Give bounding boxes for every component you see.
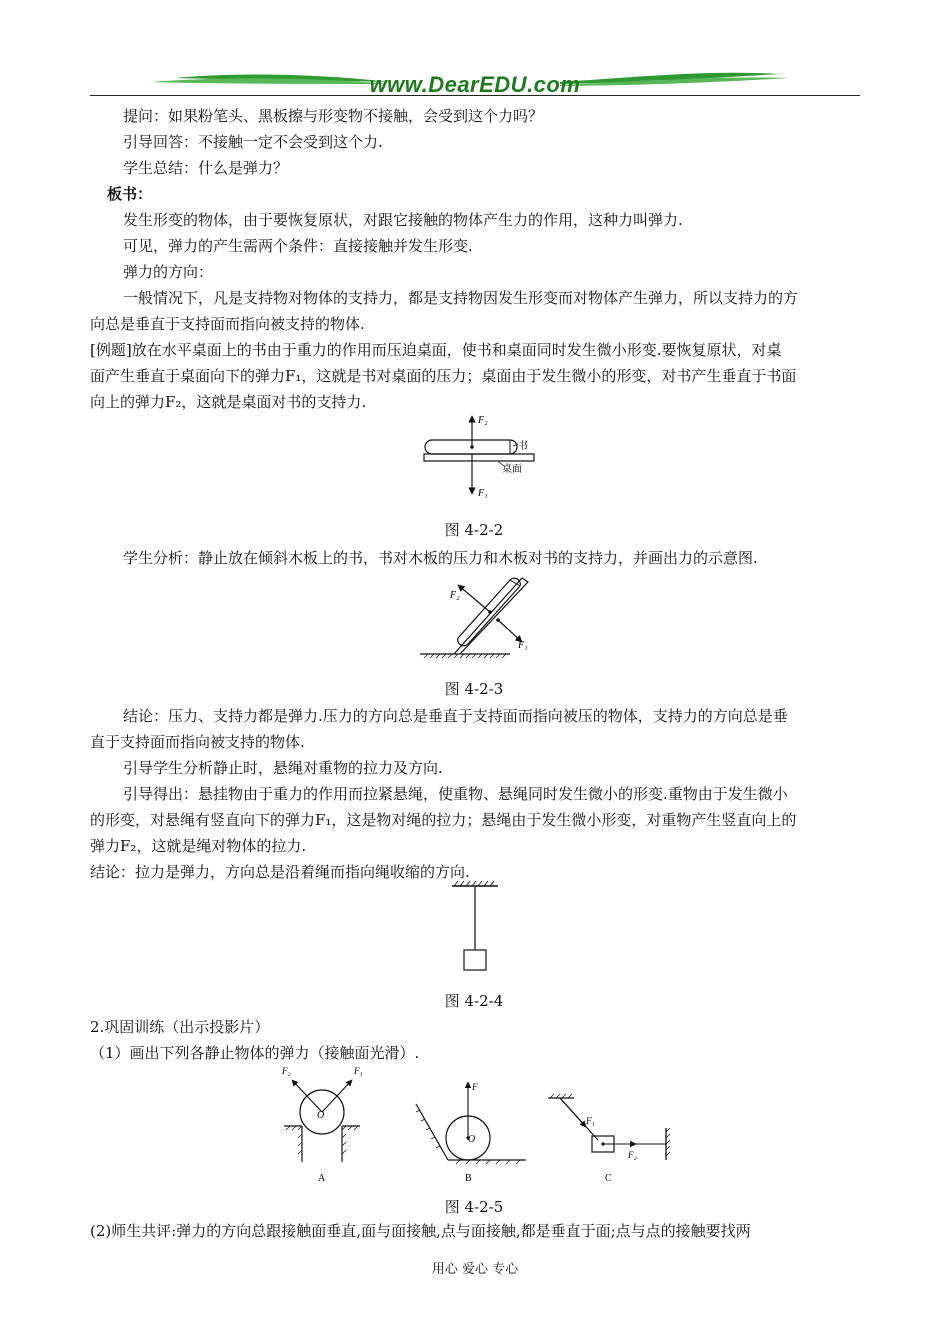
text-line: 2.巩固训练（出示投影片） — [90, 1018, 270, 1036]
label-table: 桌面 — [502, 464, 522, 475]
text-line: 发生形变的物体，由于要恢复原状，对跟它接触的物体产生力的作用，这种力叫弹力. — [123, 211, 683, 229]
label-f: F — [472, 1082, 478, 1092]
text-line: 的形变，对悬绳有竖直向下的弹力F₁，这是物对绳的拉力；悬绳由于发生微小形变，对重物产生竖直向上的 — [90, 811, 797, 829]
label-o: O — [468, 1134, 476, 1145]
text-line: 引导回答：不接触一定不会受到这个力. — [123, 133, 383, 151]
label-b: B — [465, 1173, 472, 1184]
figure-caption: 图 4-2-3 — [444, 680, 504, 698]
text-line: 直于支持面而指向被支持的物体. — [90, 733, 305, 751]
section-heading: 板书： — [107, 185, 153, 203]
label-a: A — [318, 1173, 326, 1184]
label-c: C — [605, 1173, 612, 1184]
diagram-a — [281, 1066, 363, 1184]
text-line: （1）画出下列各静止物体的弹力（接触面光滑）. — [90, 1044, 420, 1062]
text-line: 可见，弹力的产生需两个条件：直接接触并发生形变. — [123, 237, 473, 255]
figure-caption: 图 4-2-4 — [444, 992, 504, 1010]
text-line: [例题]放在水平桌面上的书由于重力的作用而压迫桌面，使书和桌面同时发生微小形变.要恢复原状，对桌 — [90, 341, 782, 359]
text-line: 一般情况下，凡是支持物对物体的支持力，都是支持物因发生形变而对物体产生弹力，所以支持力的方 — [123, 289, 799, 307]
text-line: 引导学生分析静止时，悬绳对重物的拉力及方向. — [123, 759, 443, 777]
site-logo[interactable]: www.DearEDU.com — [369, 72, 581, 97]
figure-caption: 图 4-2-5 — [444, 1198, 504, 1216]
label-f2: F₂ — [450, 590, 460, 601]
text-line: 引导得出：悬挂物由于重力的作用而拉紧悬绳，使重物、悬绳同时发生微小的形变.重物由于发生微小 — [123, 785, 788, 803]
text-line: 学生分析：静止放在倾斜木板上的书，书对木板的压力和木板对书的支持力，并画出力的示意图. — [123, 549, 758, 567]
text-line: 提问：如果粉笔头、黑板擦与形变物不接触，会受到这个力吗？ — [123, 107, 544, 125]
label-f1: F₁ — [478, 488, 488, 499]
header-rule — [90, 95, 860, 96]
diagram-c — [548, 1094, 670, 1184]
figure-hanging-weight — [440, 880, 510, 976]
text-line: 结论：拉力是弹力，方向总是沿着绳而指向绳收缩的方向. — [90, 863, 470, 881]
figure-exercise-diagrams — [270, 1062, 680, 1187]
figure-book-on-table — [410, 410, 540, 502]
text-line: 弹力F₂，这就是绳对物体的拉力. — [90, 837, 307, 855]
label-f2: F₂ — [628, 1150, 637, 1160]
text-line: 结论：压力、支持力都是弹力.压力的方向总是垂直于支持面而指向被压的物体，支持力的方向总是垂 — [123, 707, 788, 725]
label-f2: F₂ — [478, 415, 488, 426]
diagram-b — [416, 1082, 526, 1184]
label-o: O — [317, 1110, 325, 1121]
label-book: 书 — [518, 441, 528, 452]
page-footer: 用心 爱心 专心 — [431, 1262, 519, 1277]
label-f1: F₁ — [354, 1066, 363, 1076]
label-f1: F₁ — [518, 640, 528, 651]
text-line: 向上的弹力F₂，这就是桌面对书的支持力. — [90, 393, 367, 411]
label-f1: F₁ — [586, 1116, 595, 1126]
figure-book-on-incline — [418, 568, 548, 663]
text-line: (2)师生共评:弹力的方向总跟接触面垂直,面与面接触,点与面接触,都是垂直于面;点与点的接触要找两 — [90, 1222, 751, 1240]
text-line: 面产生垂直于桌面向下的弹力F₁，这就是书对桌面的压力；桌面由于发生微小的形变，对书产生垂直于书面 — [90, 367, 797, 385]
figure-caption: 图 4-2-2 — [444, 521, 504, 539]
text-line: 向总是垂直于支持面而指向被支持的物体. — [90, 315, 365, 333]
label-f2: F₂ — [282, 1066, 291, 1076]
text-line: 弹力的方向： — [123, 263, 214, 281]
text-line: 学生总结：什么是弹力？ — [123, 159, 289, 177]
